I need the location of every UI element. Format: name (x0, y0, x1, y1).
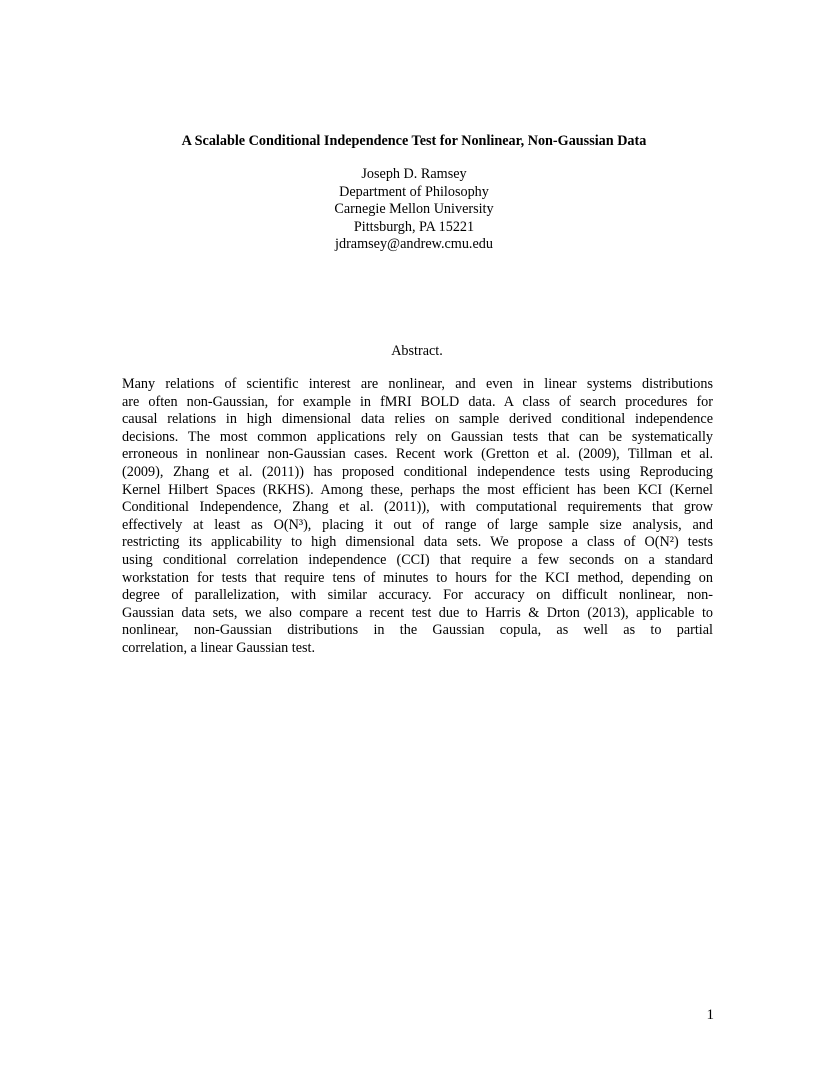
abstract-line: Gaussian data sets, we also compare a recent test due to Harris & Drton (2013), applicable to (122, 604, 713, 621)
abstract-line: nonlinear, non-Gaussian distributions in the Gaussian copula, as well as to partial (122, 622, 713, 639)
author-city: Pittsburgh, PA 15221 (353, 218, 475, 235)
abstract-line: (2009), Zhang et al. (2011)) has proposed conditional independence tests using Reproducing (122, 463, 713, 480)
abstract-line: Conditional Independence, Zhang et al. (2011)), with computational requirements that grow (122, 499, 713, 516)
abstract-line: degree of parallelization, with similar accuracy. For accuracy on difficult nonlinear, non- (122, 587, 713, 604)
abstract-line: Kernel Hilbert Spaces (RKHS). Among these, perhaps the most efficient has been KCI (Kernel (122, 481, 713, 498)
abstract-line: are often non-Gaussian, for example in fMRI BOLD data. A class of search procedures for (122, 393, 713, 410)
abstract-line: correlation, a linear Gaussian test. (122, 639, 316, 656)
abstract-line: causal relations in high dimensional data relies on sample derived conditional independence (122, 411, 713, 428)
abstract-line: decisions. The most common applications rely on Gaussian tests that can be systematically (122, 428, 713, 445)
abstract-line: using conditional correlation independence (CCI) that require a few seconds on a standard (122, 551, 713, 568)
author-email: jdramsey@andrew.cmu.edu (335, 236, 493, 253)
author-block (0, 166, 828, 254)
paper-title: A Scalable Conditional Independence Test for Nonlinear, Non-Gaussian Data (181, 133, 647, 149)
abstract-line: effectively at least as O(N³), placing it out of range of large sample size analysis, and (122, 516, 713, 533)
author-name: Joseph D. Ramsey (361, 166, 467, 182)
abstract-line: workstation for tests that require tens of minutes to hours for the KCI method, depending on (122, 569, 713, 586)
abstract-line: Many relations of scientific interest are nonlinear, and even in linear systems distributions (122, 376, 713, 392)
author-university: Carnegie Mellon University (334, 201, 494, 218)
abstract-heading: Abstract. (391, 343, 443, 359)
abstract-line: erroneous in nonlinear non-Gaussian cases. Recent work (Gretton et al. (2009), Tillman et al. (122, 446, 713, 463)
page-number: 1 (706, 1007, 714, 1023)
abstract-line: restricting its applicability to high dimensional data sets. We propose a class of O(N²) tests (122, 534, 713, 551)
abstract-body (122, 376, 713, 658)
author-department: Department of Philosophy (339, 183, 489, 200)
